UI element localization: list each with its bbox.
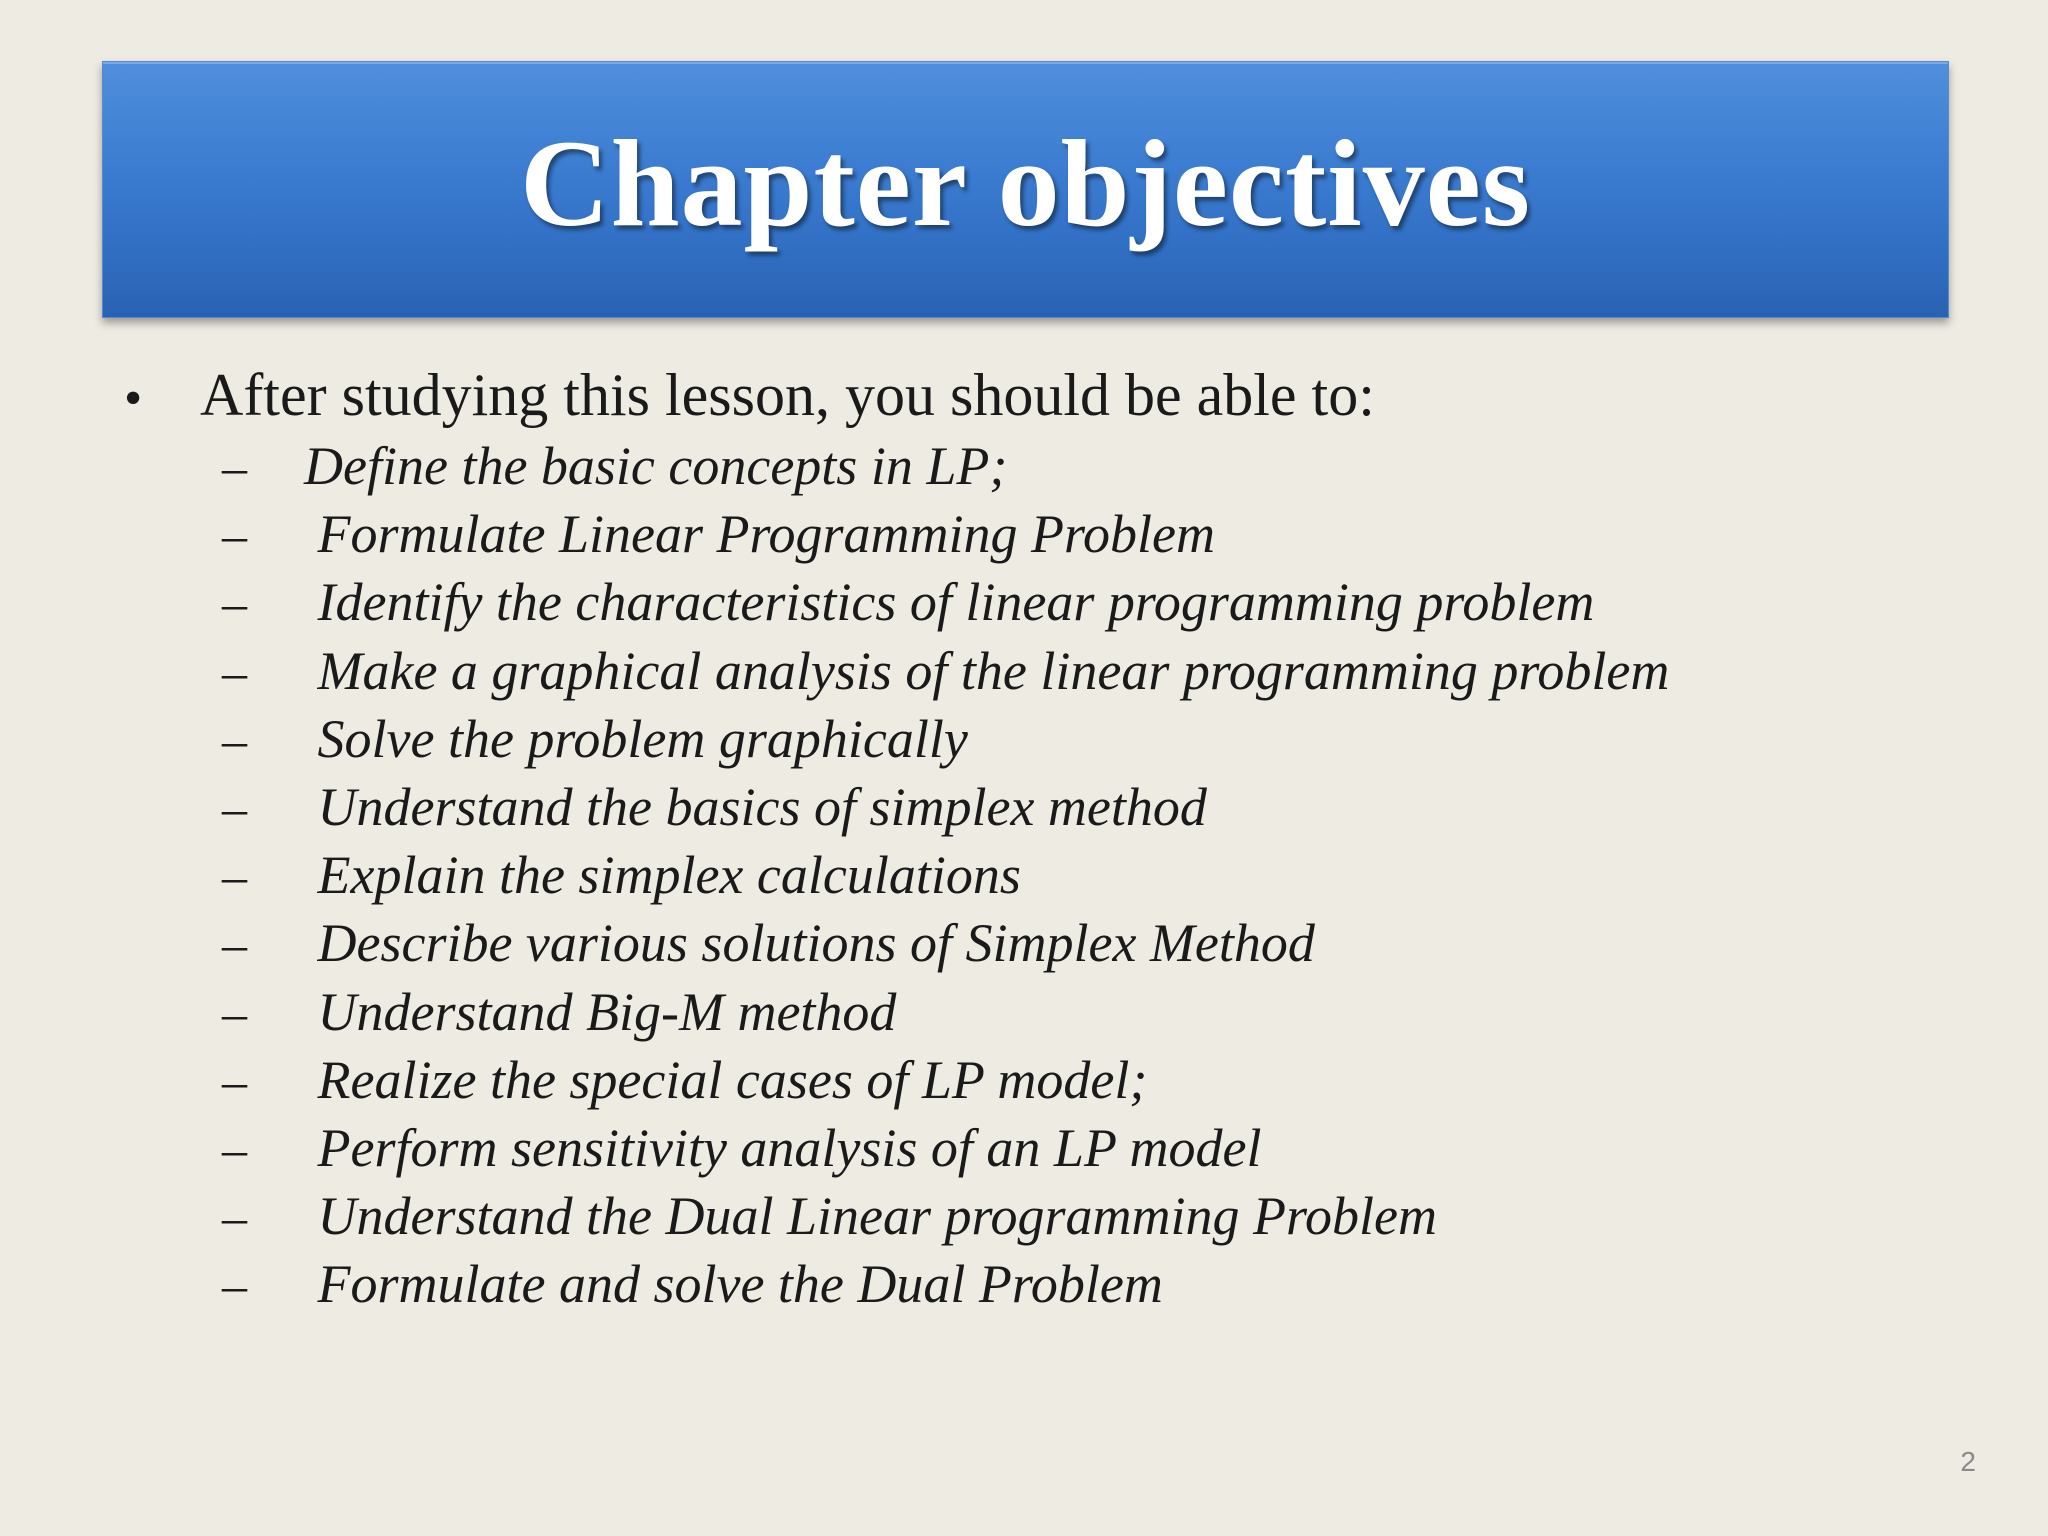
- dash-icon: –: [222, 1120, 247, 1177]
- dash-icon: –: [222, 1189, 247, 1246]
- objective-text: Solve the problem graphically: [304, 708, 968, 769]
- dash-icon: –: [222, 848, 247, 905]
- objectives-list: [222, 432, 1669, 1318]
- objective-text: Define the basic concepts in LP;: [304, 436, 1008, 496]
- objective-item: [222, 637, 1669, 705]
- objective-text: Explain the simplex calculations: [304, 845, 1021, 906]
- dash-icon: –: [222, 779, 247, 836]
- objective-item: [222, 773, 1669, 841]
- dash-icon: –: [222, 984, 247, 1041]
- page-number: 2: [1960, 1446, 1976, 1477]
- dash-icon: –: [222, 439, 247, 495]
- objective-text: Realize the special cases of LP model;: [304, 1049, 1148, 1110]
- objective-item: [222, 1250, 1669, 1318]
- dash-icon: –: [222, 507, 247, 564]
- objective-text: Identify the characteristics of linear programming problem: [304, 572, 1595, 633]
- objective-text: Make a graphical analysis of the linear programming problem: [304, 640, 1670, 701]
- objective-item: [222, 568, 1669, 636]
- lead-text: After studying this lesson, you should be able to:: [200, 362, 1375, 428]
- objective-item: [222, 432, 1669, 500]
- objective-text: Formulate and solve the Dual Problem: [304, 1254, 1163, 1315]
- objective-text: Formulate Linear Programming Problem: [304, 504, 1215, 565]
- lead-bullet-item: [124, 359, 1375, 435]
- objective-text: Perform sensitivity analysis of an LP model: [304, 1117, 1262, 1178]
- dash-icon: –: [222, 916, 247, 973]
- dash-icon: –: [222, 711, 247, 768]
- dash-icon: –: [222, 1257, 247, 1314]
- objective-item: [222, 978, 1669, 1046]
- objective-item: [222, 909, 1669, 977]
- objective-item: [222, 705, 1669, 773]
- objective-item: [222, 500, 1669, 568]
- dash-icon: –: [222, 1052, 247, 1109]
- objective-text: Understand the Dual Linear programming Problem: [304, 1186, 1437, 1247]
- objective-item: [222, 1046, 1669, 1114]
- bullet-icon: •: [124, 370, 143, 427]
- dash-icon: –: [222, 575, 247, 632]
- slide-title: Chapter objectives: [520, 114, 1531, 252]
- objective-item: [222, 1114, 1669, 1182]
- objective-item: [222, 1182, 1669, 1250]
- objective-text: Understand Big-M method: [304, 981, 897, 1042]
- dash-icon: –: [222, 643, 247, 700]
- objective-item: [222, 841, 1669, 909]
- objective-text: Understand the basics of simplex method: [304, 776, 1207, 837]
- objective-text: Describe various solutions of Simplex Method: [304, 913, 1315, 974]
